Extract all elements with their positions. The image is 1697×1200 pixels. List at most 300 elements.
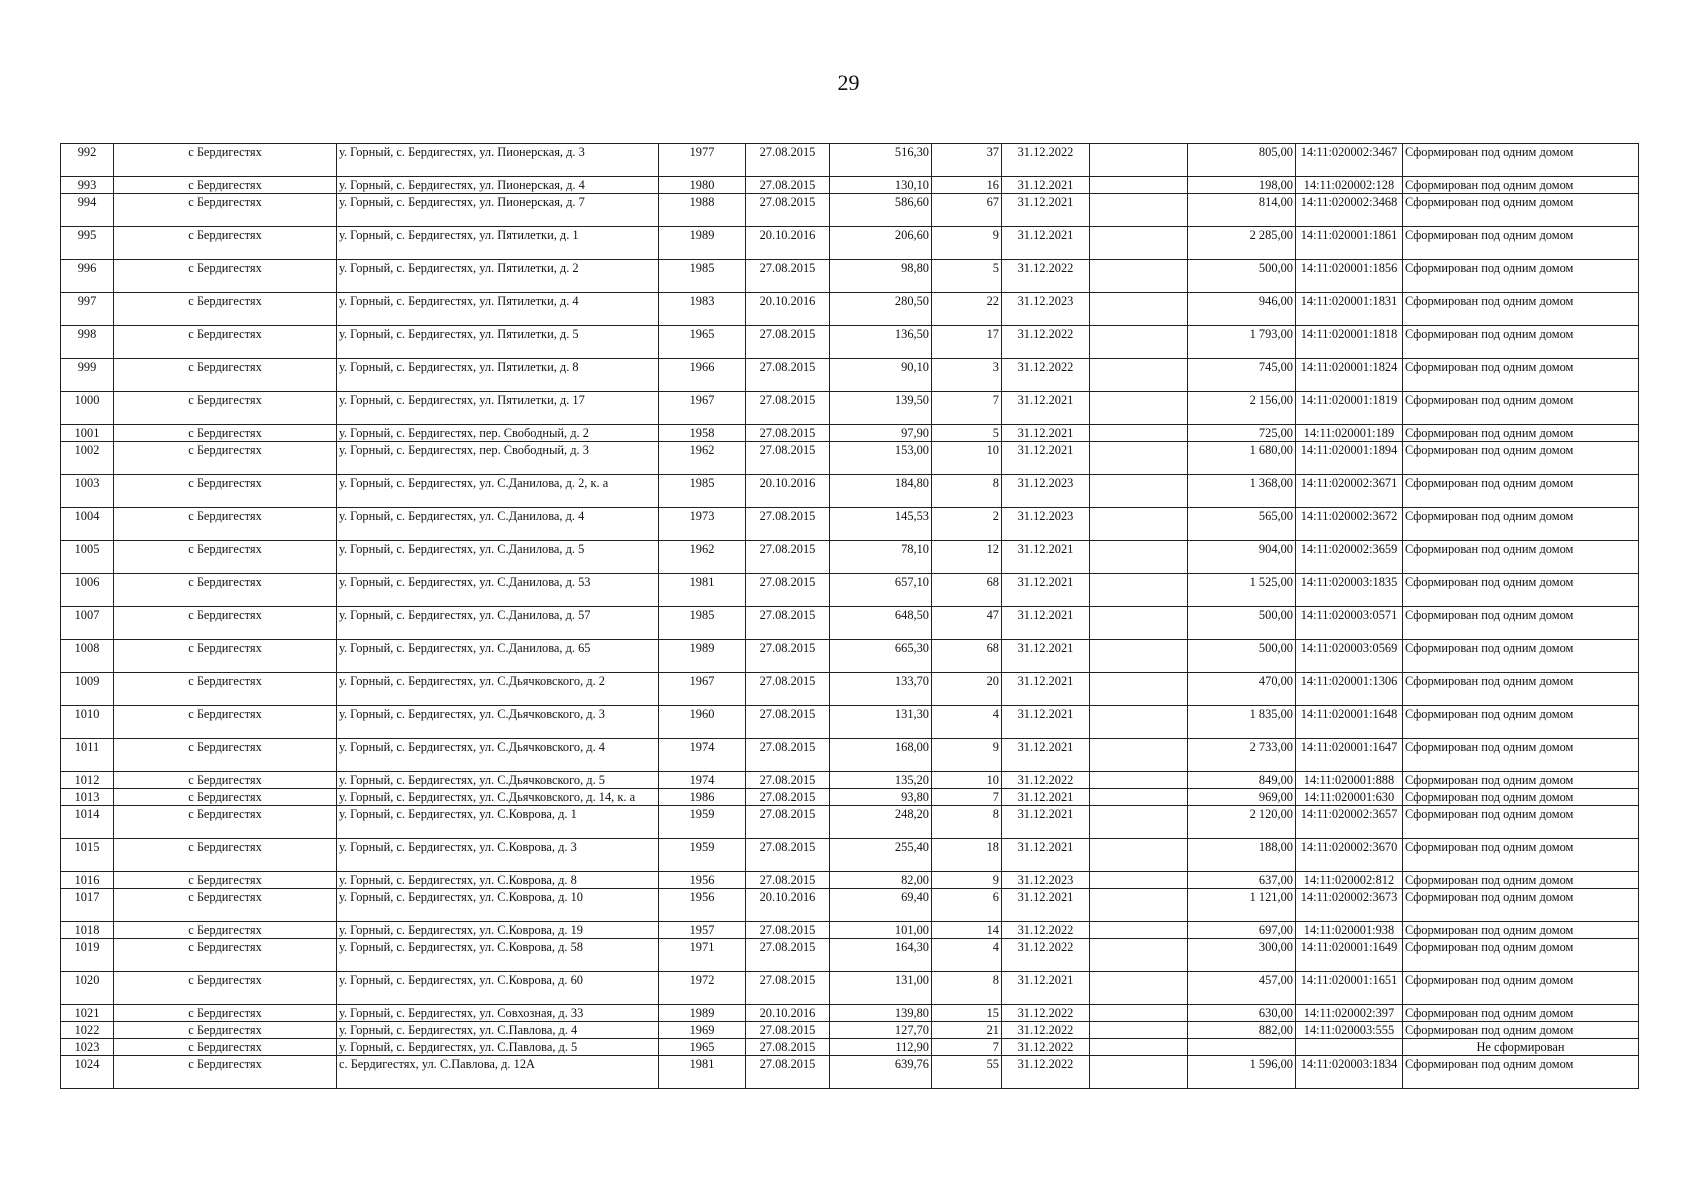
address-cell: у. Горный, с. Бердигестях, ул. Пятилетки, д. 5 — [337, 326, 659, 359]
settlement-cell: с Бердигестях — [114, 194, 337, 227]
table-row — [61, 1056, 1639, 1089]
registration-date-cell: 27.08.2015 — [746, 972, 830, 1005]
area-cell: 586,60 — [830, 194, 932, 227]
cadastral-number-cell: 14:11:020002:3670 — [1296, 839, 1403, 872]
settlement-cell: с Бердигестях — [114, 144, 337, 177]
table-row — [61, 442, 1639, 475]
blank-cell — [1090, 972, 1188, 1005]
area-cell: 131,00 — [830, 972, 932, 1005]
table-row — [61, 260, 1639, 293]
row-number: 1007 — [61, 607, 114, 640]
settlement-cell: с Бердигестях — [114, 706, 337, 739]
table-body — [61, 144, 1639, 1089]
settlement-cell: с Бердигестях — [114, 939, 337, 972]
residents-count-cell: 68 — [932, 574, 1002, 607]
row-number: 1017 — [61, 889, 114, 922]
row-number: 1021 — [61, 1005, 114, 1022]
amount-cell: 565,00 — [1188, 508, 1296, 541]
table-row — [61, 227, 1639, 260]
land-status-cell: Сформирован под одним домом — [1403, 194, 1639, 227]
settlement-cell: с Бердигестях — [114, 574, 337, 607]
cadastral-number-cell: 14:11:020001:1651 — [1296, 972, 1403, 1005]
settlement-cell: с Бердигестях — [114, 922, 337, 939]
residents-count-cell: 4 — [932, 706, 1002, 739]
registration-date-cell: 27.08.2015 — [746, 706, 830, 739]
registration-date-cell: 27.08.2015 — [746, 607, 830, 640]
registration-date-cell: 20.10.2016 — [746, 293, 830, 326]
area-cell: 280,50 — [830, 293, 932, 326]
registration-date-cell: 27.08.2015 — [746, 326, 830, 359]
table-row — [61, 359, 1639, 392]
registration-date-cell: 27.08.2015 — [746, 922, 830, 939]
blank-cell — [1090, 889, 1188, 922]
build-year-cell: 1956 — [659, 889, 746, 922]
amount-cell: 904,00 — [1188, 541, 1296, 574]
address-cell: у. Горный, с. Бердигестях, ул. С.Дьячковского, д. 4 — [337, 739, 659, 772]
deadline-date-cell: 31.12.2022 — [1002, 1056, 1090, 1089]
blank-cell — [1090, 425, 1188, 442]
address-cell: у. Горный, с. Бердигестях, ул. С.Данилова, д. 2, к. а — [337, 475, 659, 508]
blank-cell — [1090, 359, 1188, 392]
build-year-cell: 1989 — [659, 640, 746, 673]
area-cell: 139,50 — [830, 392, 932, 425]
address-cell: у. Горный, с. Бердигестях, ул. С.Павлова, д. 4 — [337, 1022, 659, 1039]
build-year-cell: 1989 — [659, 227, 746, 260]
blank-cell — [1090, 475, 1188, 508]
registration-date-cell: 20.10.2016 — [746, 1005, 830, 1022]
settlement-cell: с Бердигестях — [114, 177, 337, 194]
row-number: 994 — [61, 194, 114, 227]
settlement-cell: с Бердигестях — [114, 541, 337, 574]
residents-count-cell: 5 — [932, 260, 1002, 293]
deadline-date-cell: 31.12.2021 — [1002, 227, 1090, 260]
settlement-cell: с Бердигестях — [114, 1005, 337, 1022]
address-cell: у. Горный, с. Бердигестях, ул. С.Дьячковского, д. 2 — [337, 673, 659, 706]
deadline-date-cell: 31.12.2022 — [1002, 359, 1090, 392]
residents-count-cell: 4 — [932, 939, 1002, 972]
deadline-date-cell: 31.12.2022 — [1002, 772, 1090, 789]
row-number: 1013 — [61, 789, 114, 806]
area-cell: 130,10 — [830, 177, 932, 194]
deadline-date-cell: 31.12.2022 — [1002, 326, 1090, 359]
cadastral-number-cell: 14:11:020001:1894 — [1296, 442, 1403, 475]
blank-cell — [1090, 144, 1188, 177]
area-cell: 184,80 — [830, 475, 932, 508]
amount-cell: 1 596,00 — [1188, 1056, 1296, 1089]
residents-count-cell: 21 — [932, 1022, 1002, 1039]
row-number: 1024 — [61, 1056, 114, 1089]
cadastral-number-cell: 14:11:020002:3671 — [1296, 475, 1403, 508]
settlement-cell: с Бердигестях — [114, 872, 337, 889]
settlement-cell: с Бердигестях — [114, 772, 337, 789]
settlement-cell: с Бердигестях — [114, 425, 337, 442]
row-number: 1015 — [61, 839, 114, 872]
cadastral-number-cell: 14:11:020001:189 — [1296, 425, 1403, 442]
settlement-cell: с Бердигестях — [114, 739, 337, 772]
build-year-cell: 1959 — [659, 839, 746, 872]
address-cell: у. Горный, с. Бердигестях, ул. С.Дьячковского, д. 14, к. а — [337, 789, 659, 806]
address-cell: у. Горный, с. Бердигестях, ул. С.Коврова, д. 3 — [337, 839, 659, 872]
amount-cell: 1 793,00 — [1188, 326, 1296, 359]
cadastral-number-cell: 14:11:020002:3672 — [1296, 508, 1403, 541]
row-number: 1019 — [61, 939, 114, 972]
deadline-date-cell: 31.12.2022 — [1002, 144, 1090, 177]
settlement-cell: с Бердигестях — [114, 839, 337, 872]
land-status-cell: Сформирован под одним домом — [1403, 806, 1639, 839]
area-cell: 133,70 — [830, 673, 932, 706]
deadline-date-cell: 31.12.2021 — [1002, 889, 1090, 922]
land-status-cell: Сформирован под одним домом — [1403, 772, 1639, 789]
deadline-date-cell: 31.12.2023 — [1002, 475, 1090, 508]
area-cell: 206,60 — [830, 227, 932, 260]
registration-date-cell: 27.08.2015 — [746, 806, 830, 839]
build-year-cell: 1959 — [659, 806, 746, 839]
settlement-cell: с Бердигестях — [114, 806, 337, 839]
blank-cell — [1090, 939, 1188, 972]
row-number: 998 — [61, 326, 114, 359]
table-row — [61, 640, 1639, 673]
table-row — [61, 574, 1639, 607]
amount-cell: 697,00 — [1188, 922, 1296, 939]
land-status-cell: Сформирован под одним домом — [1403, 144, 1639, 177]
settlement-cell: с Бердигестях — [114, 359, 337, 392]
row-number: 992 — [61, 144, 114, 177]
settlement-cell: с Бердигестях — [114, 293, 337, 326]
amount-cell: 198,00 — [1188, 177, 1296, 194]
table-row — [61, 922, 1639, 939]
registration-date-cell: 27.08.2015 — [746, 673, 830, 706]
cadastral-number-cell: 14:11:020003:555 — [1296, 1022, 1403, 1039]
residents-count-cell: 10 — [932, 772, 1002, 789]
cadastral-number-cell: 14:11:020001:888 — [1296, 772, 1403, 789]
residents-count-cell: 20 — [932, 673, 1002, 706]
amount-cell: 637,00 — [1188, 872, 1296, 889]
residents-count-cell: 8 — [932, 972, 1002, 1005]
row-number: 999 — [61, 359, 114, 392]
registration-date-cell: 27.08.2015 — [746, 442, 830, 475]
amount-cell: 470,00 — [1188, 673, 1296, 706]
area-cell: 639,76 — [830, 1056, 932, 1089]
amount-cell: 745,00 — [1188, 359, 1296, 392]
cadastral-number-cell: 14:11:020002:812 — [1296, 872, 1403, 889]
build-year-cell: 1980 — [659, 177, 746, 194]
registration-date-cell: 27.08.2015 — [746, 839, 830, 872]
build-year-cell: 1962 — [659, 442, 746, 475]
row-number: 1016 — [61, 872, 114, 889]
settlement-cell: с Бердигестях — [114, 673, 337, 706]
cadastral-number-cell: 14:11:020001:1649 — [1296, 939, 1403, 972]
registration-date-cell: 27.08.2015 — [746, 194, 830, 227]
land-status-cell: Сформирован под одним домом — [1403, 839, 1639, 872]
address-cell: у. Горный, с. Бердигестях, ул. Пионерская, д. 3 — [337, 144, 659, 177]
address-cell: у. Горный, с. Бердигестях, ул. С.Коврова, д. 58 — [337, 939, 659, 972]
build-year-cell: 1973 — [659, 508, 746, 541]
build-year-cell: 1981 — [659, 574, 746, 607]
residents-count-cell: 9 — [932, 227, 1002, 260]
residents-count-cell: 2 — [932, 508, 1002, 541]
blank-cell — [1090, 392, 1188, 425]
registration-date-cell: 27.08.2015 — [746, 640, 830, 673]
area-cell: 93,80 — [830, 789, 932, 806]
blank-cell — [1090, 442, 1188, 475]
settlement-cell: с Бердигестях — [114, 442, 337, 475]
deadline-date-cell: 31.12.2021 — [1002, 442, 1090, 475]
registration-date-cell: 27.08.2015 — [746, 260, 830, 293]
registration-date-cell: 27.08.2015 — [746, 739, 830, 772]
deadline-date-cell: 31.12.2023 — [1002, 872, 1090, 889]
table-row — [61, 508, 1639, 541]
address-cell: у. Горный, с. Бердигестях, ул. С.Коврова, д. 8 — [337, 872, 659, 889]
amount-cell — [1188, 1039, 1296, 1056]
address-cell: у. Горный, с. Бердигестях, ул. Пятилетки, д. 4 — [337, 293, 659, 326]
cadastral-number-cell: 14:11:020001:1831 — [1296, 293, 1403, 326]
residents-count-cell: 7 — [932, 1039, 1002, 1056]
cadastral-number-cell: 14:11:020001:1648 — [1296, 706, 1403, 739]
land-status-cell: Сформирован под одним домом — [1403, 1022, 1639, 1039]
settlement-cell: с Бердигестях — [114, 1022, 337, 1039]
residents-count-cell: 67 — [932, 194, 1002, 227]
land-status-cell: Сформирован под одним домом — [1403, 706, 1639, 739]
address-cell: у. Горный, с. Бердигестях, ул. С.Коврова, д. 60 — [337, 972, 659, 1005]
settlement-cell: с Бердигестях — [114, 1039, 337, 1056]
build-year-cell: 1967 — [659, 392, 746, 425]
land-status-cell: Сформирован под одним домом — [1403, 541, 1639, 574]
area-cell: 90,10 — [830, 359, 932, 392]
amount-cell: 1 680,00 — [1188, 442, 1296, 475]
land-status-cell: Сформирован под одним домом — [1403, 1056, 1639, 1089]
build-year-cell: 1960 — [659, 706, 746, 739]
table-row — [61, 392, 1639, 425]
table-row — [61, 144, 1639, 177]
row-number: 1012 — [61, 772, 114, 789]
amount-cell: 805,00 — [1188, 144, 1296, 177]
blank-cell — [1090, 1056, 1188, 1089]
deadline-date-cell: 31.12.2021 — [1002, 972, 1090, 1005]
blank-cell — [1090, 227, 1188, 260]
build-year-cell: 1974 — [659, 739, 746, 772]
cadastral-number-cell: 14:11:020002:3659 — [1296, 541, 1403, 574]
amount-cell: 1 121,00 — [1188, 889, 1296, 922]
land-status-cell: Сформирован под одним домом — [1403, 1005, 1639, 1022]
blank-cell — [1090, 326, 1188, 359]
area-cell: 78,10 — [830, 541, 932, 574]
deadline-date-cell: 31.12.2022 — [1002, 939, 1090, 972]
land-status-cell: Сформирован под одним домом — [1403, 972, 1639, 1005]
area-cell: 131,30 — [830, 706, 932, 739]
row-number: 1011 — [61, 739, 114, 772]
deadline-date-cell: 31.12.2021 — [1002, 177, 1090, 194]
address-cell: у. Горный, с. Бердигестях, ул. Пятилетки, д. 2 — [337, 260, 659, 293]
build-year-cell: 1969 — [659, 1022, 746, 1039]
land-status-cell: Сформирован под одним домом — [1403, 789, 1639, 806]
settlement-cell: с Бердигестях — [114, 392, 337, 425]
address-cell: у. Горный, с. Бердигестях, ул. С.Коврова, д. 10 — [337, 889, 659, 922]
registration-date-cell: 20.10.2016 — [746, 889, 830, 922]
amount-cell: 630,00 — [1188, 1005, 1296, 1022]
land-status-cell: Сформирован под одним домом — [1403, 640, 1639, 673]
build-year-cell: 1972 — [659, 972, 746, 1005]
cadastral-number-cell: 14:11:020003:1834 — [1296, 1056, 1403, 1089]
row-number: 1005 — [61, 541, 114, 574]
address-cell: у. Горный, с. Бердигестях, ул. С.Данилова, д. 4 — [337, 508, 659, 541]
blank-cell — [1090, 541, 1188, 574]
table-row — [61, 326, 1639, 359]
area-cell: 127,70 — [830, 1022, 932, 1039]
registration-date-cell: 27.08.2015 — [746, 1056, 830, 1089]
row-number: 1006 — [61, 574, 114, 607]
area-cell: 112,90 — [830, 1039, 932, 1056]
area-cell: 164,30 — [830, 939, 932, 972]
address-cell: у. Горный, с. Бердигестях, ул. С.Павлова, д. 5 — [337, 1039, 659, 1056]
deadline-date-cell: 31.12.2021 — [1002, 607, 1090, 640]
cadastral-number-cell: 14:11:020002:397 — [1296, 1005, 1403, 1022]
amount-cell: 500,00 — [1188, 260, 1296, 293]
table-row — [61, 607, 1639, 640]
table-row — [61, 972, 1639, 1005]
blank-cell — [1090, 922, 1188, 939]
build-year-cell: 1966 — [659, 359, 746, 392]
table-row — [61, 772, 1639, 789]
residents-count-cell: 17 — [932, 326, 1002, 359]
amount-cell: 1 525,00 — [1188, 574, 1296, 607]
residents-count-cell: 37 — [932, 144, 1002, 177]
blank-cell — [1090, 640, 1188, 673]
row-number: 1002 — [61, 442, 114, 475]
deadline-date-cell: 31.12.2023 — [1002, 293, 1090, 326]
blank-cell — [1090, 1005, 1188, 1022]
blank-cell — [1090, 673, 1188, 706]
build-year-cell: 1989 — [659, 1005, 746, 1022]
cadastral-number-cell: 14:11:020003:1835 — [1296, 574, 1403, 607]
table-row — [61, 177, 1639, 194]
page-number: 29 — [837, 70, 860, 95]
table-row — [61, 1039, 1639, 1056]
address-cell: у. Горный, с. Бердигестях, ул. С.Дьячковского, д. 3 — [337, 706, 659, 739]
row-number: 1022 — [61, 1022, 114, 1039]
address-cell: у. Горный, с. Бердигестях, ул. С.Данилова, д. 57 — [337, 607, 659, 640]
residents-count-cell: 22 — [932, 293, 1002, 326]
registration-date-cell: 27.08.2015 — [746, 939, 830, 972]
address-cell: у. Горный, с. Бердигестях, ул. С.Коврова, д. 19 — [337, 922, 659, 939]
address-cell: у. Горный, с. Бердигестях, ул. Пятилетки, д. 17 — [337, 392, 659, 425]
blank-cell — [1090, 260, 1188, 293]
table-row — [61, 789, 1639, 806]
land-status-cell: Сформирован под одним домом — [1403, 508, 1639, 541]
area-cell: 255,40 — [830, 839, 932, 872]
area-cell: 153,00 — [830, 442, 932, 475]
row-number: 1014 — [61, 806, 114, 839]
settlement-cell: с Бердигестях — [114, 789, 337, 806]
build-year-cell: 1958 — [659, 425, 746, 442]
table-row — [61, 706, 1639, 739]
blank-cell — [1090, 739, 1188, 772]
cadastral-number-cell: 14:11:020001:1306 — [1296, 673, 1403, 706]
deadline-date-cell: 31.12.2022 — [1002, 1022, 1090, 1039]
settlement-cell: с Бердигестях — [114, 475, 337, 508]
build-year-cell: 1988 — [659, 194, 746, 227]
cadastral-number-cell: 14:11:020002:3673 — [1296, 889, 1403, 922]
settlement-cell: с Бердигестях — [114, 227, 337, 260]
row-number: 997 — [61, 293, 114, 326]
registration-date-cell: 27.08.2015 — [746, 1039, 830, 1056]
cadastral-number-cell: 14:11:020003:0571 — [1296, 607, 1403, 640]
blank-cell — [1090, 177, 1188, 194]
residents-count-cell: 3 — [932, 359, 1002, 392]
residents-count-cell: 7 — [932, 789, 1002, 806]
land-status-cell: Сформирован под одним домом — [1403, 939, 1639, 972]
blank-cell — [1090, 508, 1188, 541]
blank-cell — [1090, 1039, 1188, 1056]
registration-date-cell: 27.08.2015 — [746, 574, 830, 607]
area-cell: 139,80 — [830, 1005, 932, 1022]
settlement-cell: с Бердигестях — [114, 972, 337, 1005]
registration-date-cell: 27.08.2015 — [746, 508, 830, 541]
amount-cell: 300,00 — [1188, 939, 1296, 972]
build-year-cell: 1981 — [659, 1056, 746, 1089]
area-cell: 145,53 — [830, 508, 932, 541]
registration-date-cell: 27.08.2015 — [746, 425, 830, 442]
area-cell: 248,20 — [830, 806, 932, 839]
registration-date-cell: 27.08.2015 — [746, 144, 830, 177]
land-status-cell: Сформирован под одним домом — [1403, 872, 1639, 889]
blank-cell — [1090, 706, 1188, 739]
blank-cell — [1090, 293, 1188, 326]
build-year-cell: 1983 — [659, 293, 746, 326]
row-number: 1018 — [61, 922, 114, 939]
cadastral-number-cell: 14:11:020002:3468 — [1296, 194, 1403, 227]
address-cell: у. Горный, с. Бердигестях, ул. Совхозная, д. 33 — [337, 1005, 659, 1022]
cadastral-number-cell: 14:11:020003:0569 — [1296, 640, 1403, 673]
amount-cell: 946,00 — [1188, 293, 1296, 326]
registration-date-cell: 20.10.2016 — [746, 475, 830, 508]
land-status-cell: Сформирован под одним домом — [1403, 326, 1639, 359]
address-cell: у. Горный, с. Бердигестях, ул. С.Коврова, д. 1 — [337, 806, 659, 839]
address-cell: у. Горный, с. Бердигестях, ул. С.Данилова, д. 5 — [337, 541, 659, 574]
address-cell: у. Горный, с. Бердигестях, ул. Пионерская, д. 4 — [337, 177, 659, 194]
cadastral-number-cell: 14:11:020001:630 — [1296, 789, 1403, 806]
address-cell: у. Горный, с. Бердигестях, ул. Пятилетки, д. 1 — [337, 227, 659, 260]
deadline-date-cell: 31.12.2021 — [1002, 640, 1090, 673]
build-year-cell: 1985 — [659, 607, 746, 640]
deadline-date-cell: 31.12.2022 — [1002, 1039, 1090, 1056]
amount-cell: 814,00 — [1188, 194, 1296, 227]
area-cell: 98,80 — [830, 260, 932, 293]
address-cell: у. Горный, с. Бердигестях, пер. Свободный, д. 2 — [337, 425, 659, 442]
area-cell: 168,00 — [830, 739, 932, 772]
blank-cell — [1090, 789, 1188, 806]
table-row — [61, 673, 1639, 706]
area-cell: 69,40 — [830, 889, 932, 922]
deadline-date-cell: 31.12.2023 — [1002, 508, 1090, 541]
build-year-cell: 1985 — [659, 475, 746, 508]
deadline-date-cell: 31.12.2021 — [1002, 789, 1090, 806]
land-status-cell: Сформирован под одним домом — [1403, 227, 1639, 260]
settlement-cell: с Бердигестях — [114, 1056, 337, 1089]
registration-date-cell: 27.08.2015 — [746, 359, 830, 392]
residents-count-cell: 47 — [932, 607, 1002, 640]
table-row — [61, 889, 1639, 922]
row-number: 1009 — [61, 673, 114, 706]
build-year-cell: 1956 — [659, 872, 746, 889]
settlement-cell: с Бердигестях — [114, 508, 337, 541]
residents-count-cell: 18 — [932, 839, 1002, 872]
cadastral-number-cell: 14:11:020001:938 — [1296, 922, 1403, 939]
table-row — [61, 939, 1639, 972]
cadastral-number-cell: 14:11:020001:1818 — [1296, 326, 1403, 359]
land-status-cell: Сформирован под одним домом — [1403, 475, 1639, 508]
blank-cell — [1090, 839, 1188, 872]
registration-date-cell: 27.08.2015 — [746, 1022, 830, 1039]
